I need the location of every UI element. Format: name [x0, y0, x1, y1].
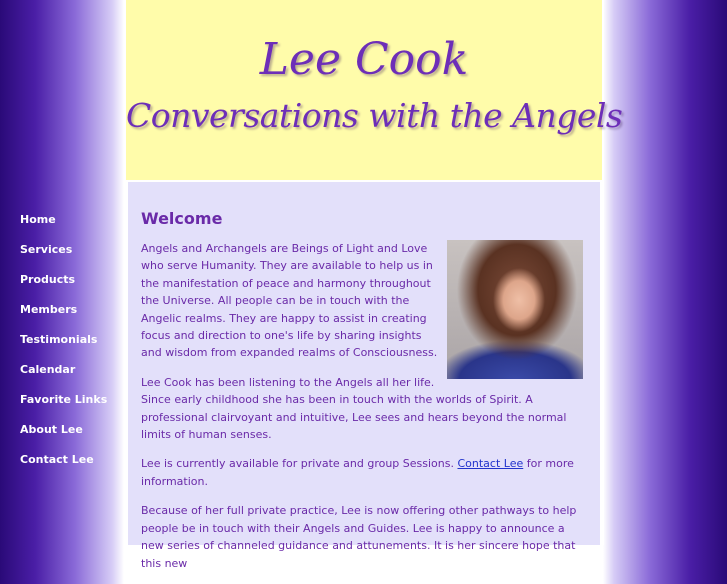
nav-link-services[interactable]: Services	[20, 243, 73, 256]
main-content	[128, 182, 600, 570]
site-title: Lee Cook	[259, 34, 469, 85]
nav-item-contact-lee	[20, 446, 120, 476]
nav-link-favorite-links[interactable]: Favorite Links	[20, 393, 108, 406]
nav-item-testimonials	[20, 326, 120, 356]
lee-cook-photo	[447, 240, 583, 379]
nav-link-contact-lee[interactable]: Contact Lee	[20, 453, 94, 466]
site-subtitle: Conversations with the Angels	[126, 96, 623, 135]
nav-link-home[interactable]: Home	[20, 213, 56, 226]
pathways-paragraph: Because of her full private practice, Lee is now offering other pathways to help people be in touch with their Angels and Guides. Lee is happy to announce a new series of channeled guidance and attunements. It is her sincere hope that this new	[141, 504, 577, 570]
nav-item-members	[20, 296, 120, 326]
sessions-text-end: for more information.	[141, 457, 574, 488]
nav-item-home	[20, 206, 120, 236]
nav-item-favorite-links	[20, 386, 120, 416]
site-header	[126, 0, 623, 180]
nav-link-about-lee[interactable]: About Lee	[20, 423, 83, 436]
nav-link-products[interactable]: Products	[20, 273, 76, 286]
sessions-text: Lee is currently available for private and group Sessions.	[141, 457, 458, 471]
nav-item-about-lee	[20, 416, 120, 446]
welcome-heading: Welcome	[141, 209, 223, 228]
nav-item-calendar	[20, 356, 120, 386]
about-paragraph: Lee Cook has been listening to the Angels all her life. Since early childhood she has been in touch with the worlds of Spirit. A professional clairvoyant and intuitive, Lee sees and hears beyond the normal limits of human senses.	[141, 375, 567, 442]
nav-link-testimonials[interactable]: Testimonials	[20, 333, 98, 346]
main-nav	[20, 206, 120, 476]
nav-item-services	[20, 236, 120, 266]
sessions-paragraph	[141, 455, 586, 490]
contact-lee-link[interactable]: Contact Lee	[457, 457, 524, 471]
content-body	[141, 208, 586, 584]
intro-paragraph: Angels and Archangels are Beings of Light and Love who serve Humanity. They are available to help us in the manifestation of peace and harmony throughout the Universe. All people can be in touch with the Angelic realms. They are happy to assist in creating focus and direction to one's life by sharing insights and wisdom from expanded realms of Consciousness.	[141, 242, 438, 360]
nav-link-members[interactable]: Members	[20, 303, 78, 316]
nav-item-products	[20, 266, 120, 296]
nav-link-calendar[interactable]: Calendar	[20, 363, 76, 376]
